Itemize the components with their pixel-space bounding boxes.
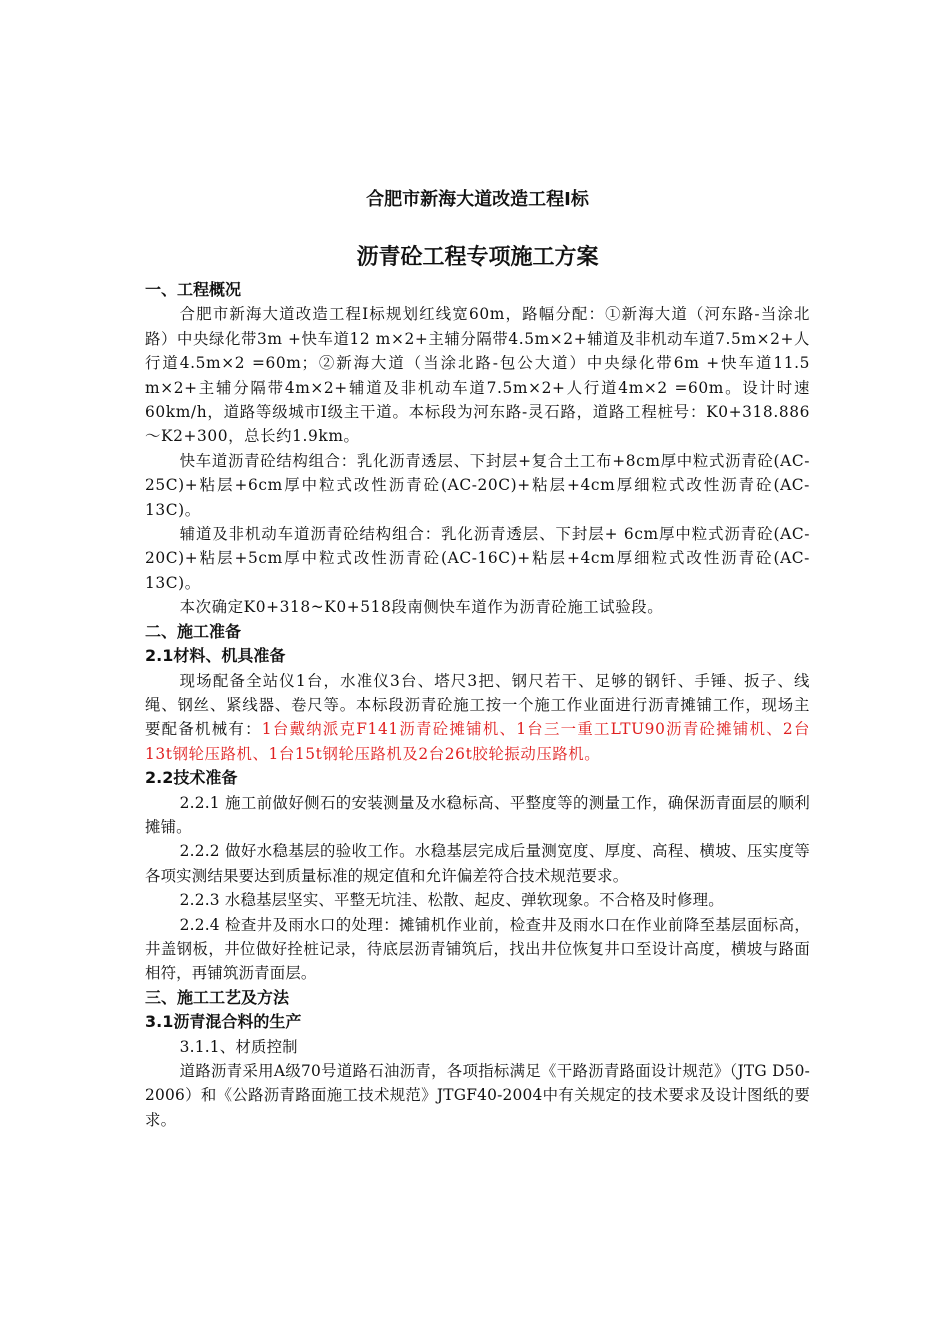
technical-paragraph-4: 2.2.4 检查井及雨水口的处理：摊铺机作业前，检查井及雨水口在作业前降至基层面标高，井盖钢板，井位做好拴桩记录，待底层沥青铺筑后，找出井位恢复井口至设计高度，横坡与路面相符，再铺筑沥青面层。 <box>145 915 810 983</box>
document-title-project: 合肥市新海大道改造工程Ⅰ标 <box>366 189 589 210</box>
overview-paragraph-2: 快车道沥青砼结构组合：乳化沥青透层、下封层+复合土工布+8cm厚中粒式沥青砼(AC-25C)+粘层+6cm厚中粒式改性沥青砼(AC-20C)+粘层+4cm厚细粒式改性沥青砼(AC-13C)。 <box>145 451 810 519</box>
machinery-list-highlight: 1台戴纳派克F141沥青砼摊铺机、1台三一重工LTU90沥青砼摊铺机、2台13t钢轮压路机、1台15t钢轮压路机及2台26t胶轮振动压路机。 <box>145 720 811 763</box>
section-heading-process: 三、施工工艺及方法 <box>145 987 290 1007</box>
technical-paragraph-1: 2.2.1 施工前做好侧石的安装测量及水稳标高、平整度等的测量工作，确保沥青面层的顺利摊铺。 <box>145 793 810 836</box>
materials-paragraph <box>145 669 810 767</box>
material-control-label: 3.1.1、材质控制 <box>179 1037 298 1056</box>
technical-paragraph-3: 2.2.3 水稳基层坚实、平整无坑洼、松散、起皮、弹软现象。不合格及时修理。 <box>179 891 724 910</box>
overview-paragraph-3: 辅道及非机动车道沥青砼结构组合：乳化沥青透层、下封层+ 6cm厚中粒式沥青砼(AC-20C)+粘层+5cm厚中粒式改性沥青砼(AC-16C)+粘层+4cm厚细粒式改性沥青砼(AC-13C)。 <box>145 525 810 592</box>
section-heading-preparation: 二、施工准备 <box>145 621 242 641</box>
document-page <box>145 186 810 1132</box>
technical-paragraph-2: 2.2.2 做好水稳基层的验收工作。水稳基层完成后量测宽度、厚度、高程、横坡、压实度等各项实测结果要达到质量标准的规定值和允许偏差符合技术规范要求。 <box>145 842 810 885</box>
subsection-heading-technical: 2.2技术准备 <box>145 768 238 788</box>
subsection-heading-production: 3.1沥青混合料的生产 <box>145 1012 302 1032</box>
materials-text: 现场配备全站仪1台，水准仪3台、塔尺3把、钢尺若干、足够的钢钎、手锤、扳子、线绳、钢丝、紧线器、卷尺等。本标段沥青砼施工按一个施工作业面进行沥青摊铺工作，现场主要配备机械有： <box>145 671 810 739</box>
overview-paragraph-4: 本次确定K0+318~K0+518段南侧快车道作为沥青砼施工试验段。 <box>179 598 664 617</box>
overview-paragraph-1: 合肥市新海大道改造工程Ⅰ标规划红线宽60m，路幅分配：①新海大道（河东路-当涂北路）中央绿化带3m +快车道12 m×2+主辅分隔带4.5m×2+辅道及非机动车道7.5m×2+人行道4.5m×2 =60m；②新海大道（当涂北路-包公大道）中央绿化带6m +快车道11.5 m×2+主辅分隔带4m×2+辅道及非机动车道7.5m×2+人行道4m×2 =60m。设计时速60km/h，道路等级城市Ⅰ级主干道。本标段为河东路-灵石路，道路工程桩号：K0+318.886～K2+300，总长约1.9km。 <box>145 305 810 446</box>
document-title-plan: 沥青砼工程专项施工方案 <box>356 245 599 270</box>
subsection-heading-materials: 2.1材料、机具准备 <box>145 646 286 666</box>
section-heading-overview: 一、工程概况 <box>145 280 242 299</box>
material-control-paragraph: 道路沥青采用A级70号道路石油沥青，各项指标满足《干路沥青路面设计规范》（JTG D50-2006）和《公路沥青路面施工技术规范》JTGF40-2004中有关规定的技术要求及设计图纸的要求。 <box>145 1062 810 1129</box>
